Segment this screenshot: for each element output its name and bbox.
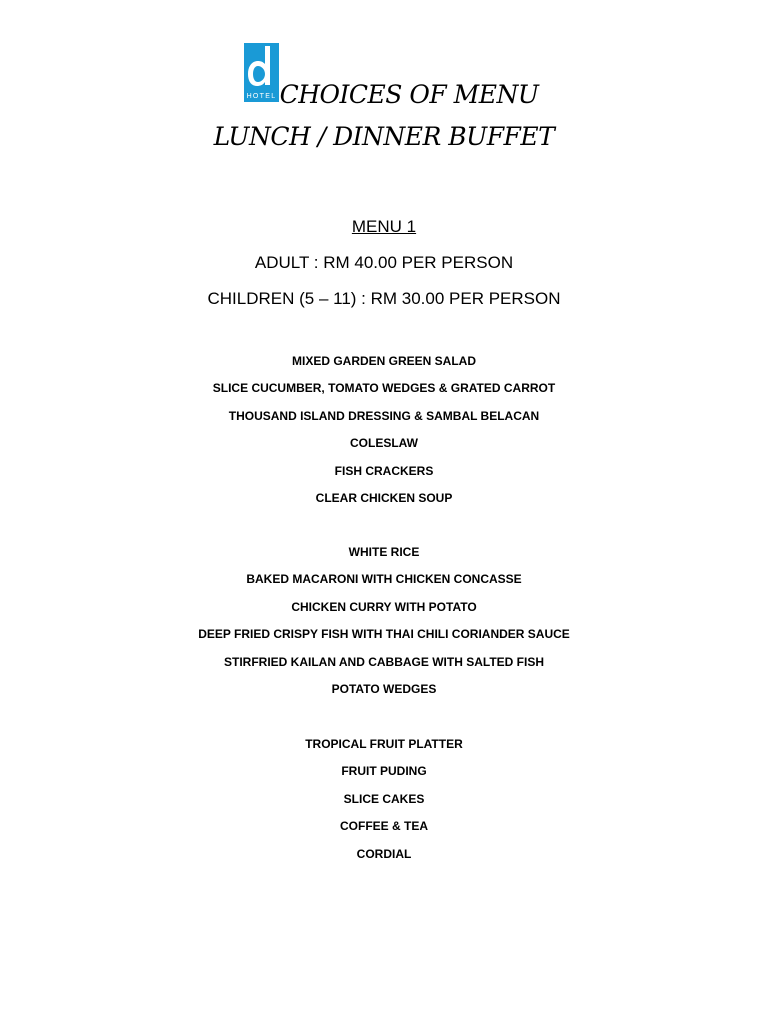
dish-item: COLESLAW: [350, 436, 418, 451]
menu-label: MENU 1: [351, 217, 417, 236]
children-price: CHILDREN (5 – 11) : RM 30.00 PER PERSON: [207, 289, 561, 308]
adult-price: ADULT : RM 40.00 PER PERSON: [254, 253, 514, 272]
dish-item: FISH CRACKERS: [334, 463, 434, 478]
hotel-logo-text: HOTEL: [246, 93, 277, 100]
dish-item: TROPICAL FRUIT PLATTER: [305, 737, 463, 751]
dish-item: CHICKEN CURRY WITH POTATO: [291, 599, 477, 614]
dish-item: FRUIT PUDING: [341, 764, 427, 779]
dish-item: CORDIAL: [356, 846, 412, 861]
dish-item: POTATO WEDGES: [331, 682, 437, 696]
title-line-2: LUNCH / DINNER BUFFET: [213, 122, 555, 151]
dish-item: THOUSAND ISLAND DRESSING & SAMBAL BELACAN: [228, 408, 540, 423]
dish-item: SLICE CUCUMBER, TOMATO WEDGES & GRATED CARROT: [212, 381, 556, 396]
dish-item: SLICE CAKES: [343, 791, 425, 806]
dish-item: MIXED GARDEN GREEN SALAD: [291, 354, 476, 368]
dish-item: WHITE RICE: [348, 545, 420, 559]
dish-item: CLEAR CHICKEN SOUP: [315, 491, 453, 505]
dish-item: STIRFRIED KAILAN AND CABBAGE WITH SALTED FISH: [224, 654, 544, 669]
dish-item: BAKED MACARONI WITH CHICKEN CONCASSE: [246, 572, 522, 587]
title-line-1: CHOICES OF MENU: [279, 80, 539, 109]
dish-item: DEEP FRIED CRISPY FISH WITH THAI CHILI CORIANDER SAUCE: [198, 627, 570, 642]
dish-item: COFFEE & TEA: [339, 819, 428, 834]
